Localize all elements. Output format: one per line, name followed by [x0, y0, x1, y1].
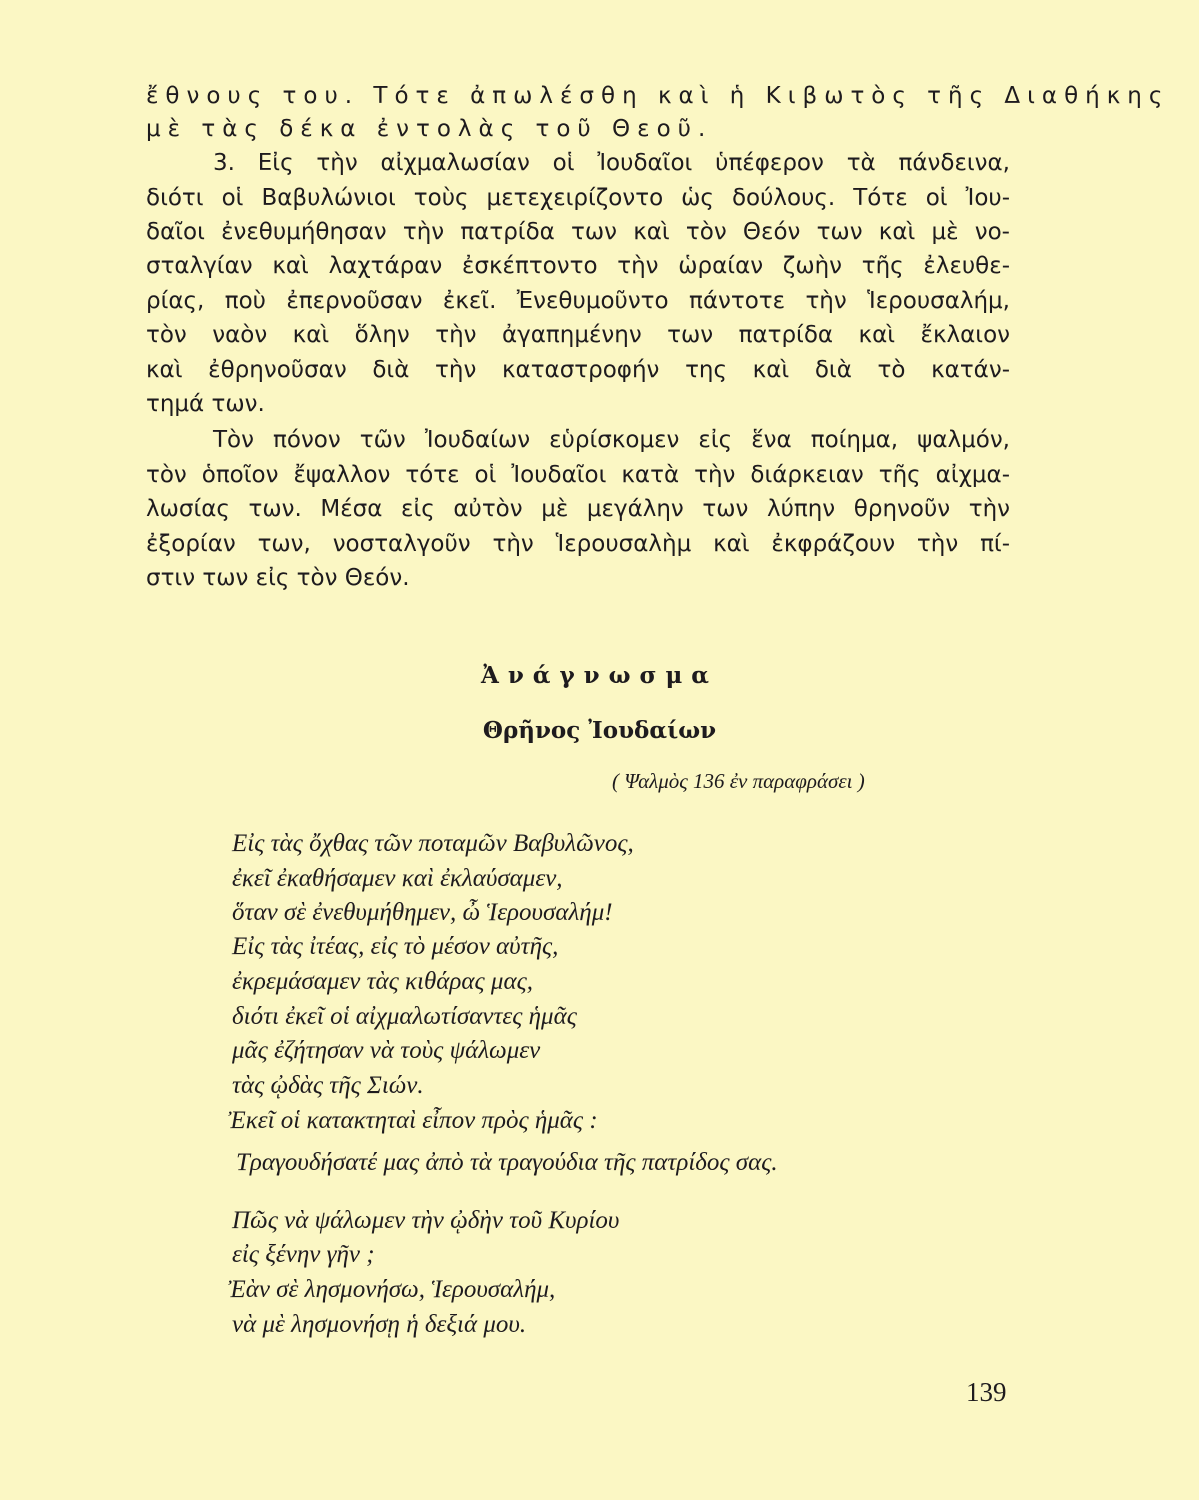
poem-line: μᾶς ἐζήτησαν νὰ τοὺς ψάλωμεν — [232, 1037, 541, 1064]
reading-title: Θρῆνος Ἰουδαίων — [482, 717, 717, 744]
poem-line: νὰ μὲ λησμονήσῃ ἡ δεξιά μου. — [232, 1311, 527, 1338]
body-line-13: λωσίας των. Μέσα εἰς αὐτὸν μὲ μεγάλην των λύπην θρηνοῦν τὴν — [146, 496, 1010, 522]
body-line-9: καὶ ἐθρηνοῦσαν διὰ τὴν καταστροφήν της καὶ διὰ τὸ κατάν- — [146, 357, 1010, 383]
body-line-4: διότι οἱ Βαβυλώνιοι τοὺς μετεχειρίζοντο ὡς δούλους. Τότε οἱ Ἰου- — [146, 185, 1010, 211]
body-line-12: τὸν ὁποῖον ἔψαλλον τότε οἱ Ἰουδαῖοι κατὰ τὴν διάρκειαν τῆς αἰχμα- — [146, 462, 1010, 488]
body-line-8: τὸν ναὸν καὶ ὅλην τὴν ἀγαπημένην των πατρίδα καὶ ἔκλαιον — [146, 322, 1010, 348]
poem-line: Τραγουδήσατέ μας ἀπὸ τὰ τραγούδια τῆς πατρίδος σας. — [236, 1149, 778, 1176]
poem-line: διότι ἐκεῖ οἱ αἰχμαλωτίσαντες ἡμᾶς — [232, 1003, 577, 1030]
poem-line: εἰς ξένην γῆν ; — [232, 1241, 375, 1268]
body-line-7: ρίας, ποὺ ἐπερνοῦσαν ἐκεῖ. Ἐνεθυμοῦντο πάντοτε τὴν Ἱερουσαλήμ, — [146, 288, 1010, 314]
poem-line: Ἐὰν σὲ λησμονήσω, Ἱερουσαλήμ, — [228, 1276, 556, 1303]
poem-line: Ἐκεῖ οἱ κατακτηταὶ εἶπον πρὸς ἡμᾶς : — [228, 1107, 598, 1134]
body-line-14: ἐξορίαν των, νοσταλγοῦν τὴν Ἱερουσαλὴμ καὶ ἐκφράζουν τὴν πί- — [146, 531, 1010, 557]
body-line-1: ἔθνους του. Τότε ἀπωλέσθη καὶ ἡ Κιβωτὸς τῆς Διαθήκης — [146, 83, 1170, 109]
body-line-6: σταλγίαν καὶ λαχτάραν ἐσκέπτοντο τὴν ὡραίαν ζωὴν τῆς ἐλευθε- — [146, 253, 1010, 279]
poem-line: ἐκρεμάσαμεν τὰς κιθάρας μας, — [232, 968, 533, 995]
poem-line: ὅταν σὲ ἐνεθυμήθημεν, ὦ Ἱερουσαλήμ! — [232, 899, 613, 926]
page-number: 139 — [966, 1377, 1007, 1407]
reading-heading: Ἀνάγνωσμα — [480, 662, 719, 689]
poem-line: τὰς ᾠδὰς τῆς Σιών. — [232, 1072, 424, 1099]
poem-line: ἐκεῖ ἐκαθήσαμεν καὶ ἐκλαύσαμεν, — [232, 865, 563, 892]
reading-subtitle: ( Ψαλμὸς 136 ἐν παραφράσει ) — [612, 769, 865, 793]
body-line-2: μὲ τὰς δέκα ἐντολὰς τοῦ Θεοῦ. — [146, 116, 713, 142]
poem-line: Πῶς νὰ ψάλωμεν τὴν ᾠδὴν τοῦ Κυρίου — [232, 1207, 620, 1234]
body-line-11: Τὸν πόνον τῶν Ἰουδαίων εὑρίσκομεν εἰς ἕνα ποίημα, ψαλμόν, — [213, 427, 1010, 453]
body-line-3: 3. Εἰς τὴν αἰχμαλωσίαν οἱ Ἰουδαῖοι ὑπέφερον τὰ πάνδεινα, — [213, 150, 1010, 176]
body-line-5: δαῖοι ἐνεθυμήθησαν τὴν πατρίδα των καὶ τὸν Θεόν των καὶ μὲ νο- — [146, 219, 1010, 245]
poem-line: Εἰς τὰς ὄχθας τῶν ποταμῶν Βαβυλῶνος, — [232, 830, 634, 857]
body-line-15: στιν των εἰς τὸν Θεόν. — [146, 565, 410, 591]
body-line-10: τημά των. — [146, 391, 265, 417]
poem-line: Εἰς τὰς ἰτέας, εἰς τὸ μέσον αὐτῆς, — [232, 933, 559, 960]
